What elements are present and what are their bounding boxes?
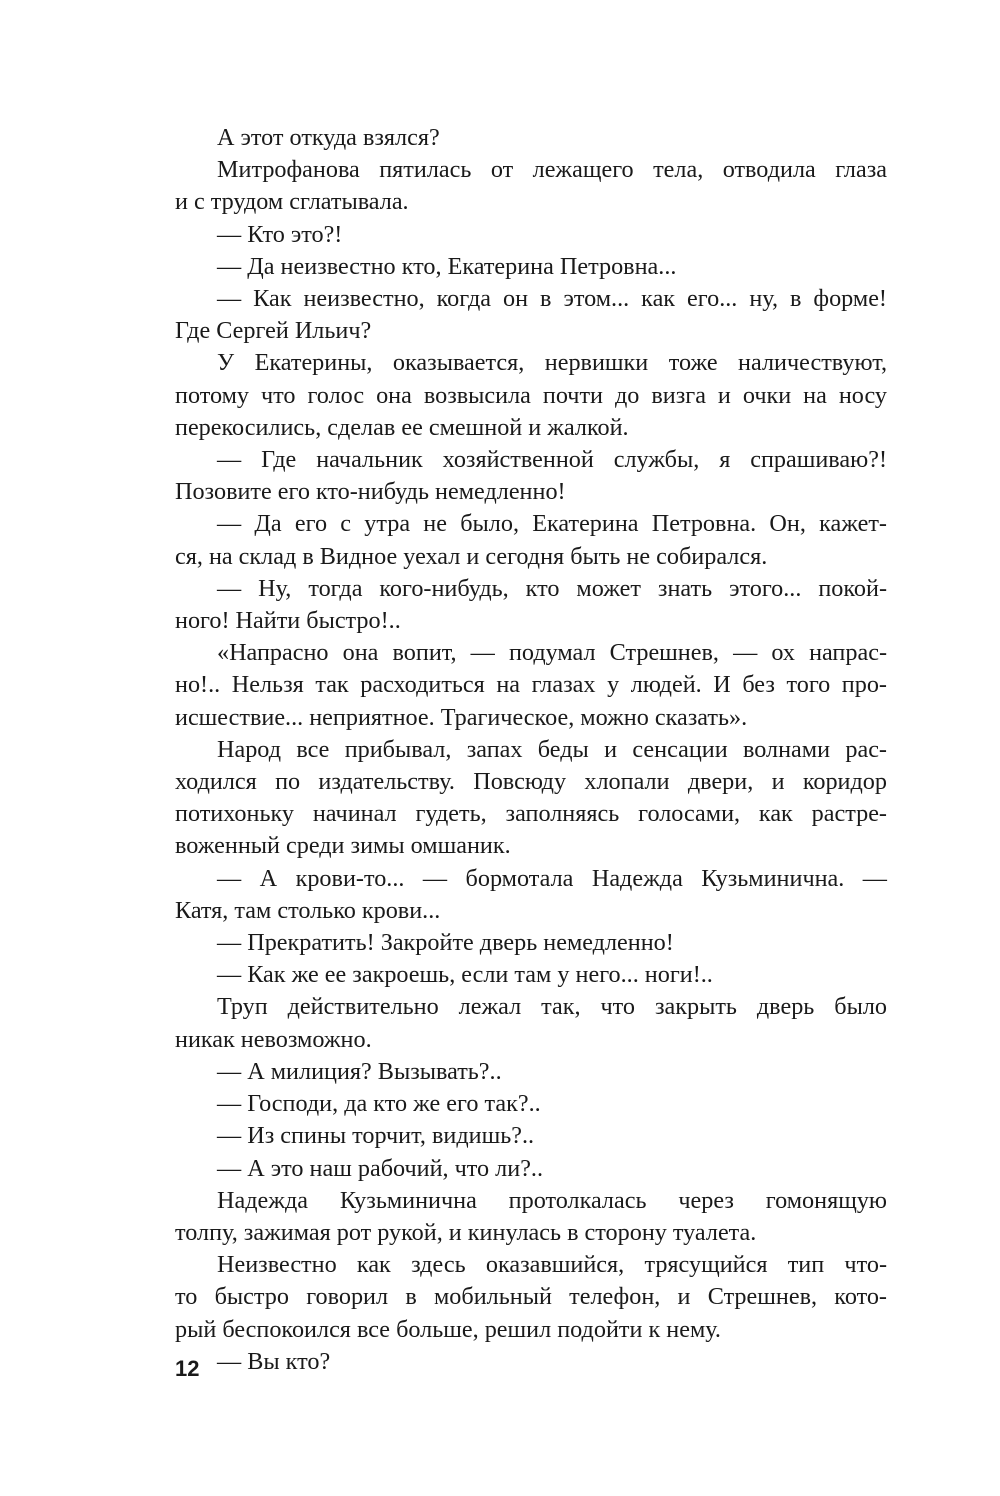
paragraph (175, 1120, 887, 1152)
page-number: 12 (175, 1356, 200, 1381)
text-line: ся, на склад в Видное уехал и сегодня быть не собирался. (175, 542, 768, 570)
text-line: У Екатерины, оказывается, нервишки тоже наличествуют, (217, 349, 887, 377)
text-line: никак невозможно. (175, 1025, 372, 1053)
text-line: — Господи, да кто же его так?.. (217, 1090, 541, 1118)
text-line: и с трудом сглатывала. (175, 188, 409, 216)
paragraph (175, 1056, 887, 1088)
text-line: Надежда Кузьминична протолкалась через гомонящую (217, 1186, 887, 1214)
text-line: «Напрасно она вопит, — подумал Стрешнев, — ох напрас- (217, 639, 887, 667)
text-line: — Да неизвестно кто, Екатерина Петровна... (217, 252, 677, 280)
paragraph (175, 122, 887, 154)
paragraph (175, 154, 887, 218)
paragraph (175, 283, 887, 347)
text-line: Где Сергей Ильич? (175, 317, 372, 345)
paragraph (175, 959, 887, 991)
paragraph (175, 508, 887, 572)
text-line: — Кто это?! (217, 220, 343, 248)
text-line: — А милиция? Вызывать?.. (217, 1057, 502, 1085)
text-line: Неизвестно как здесь оказавшийся, трясущийся тип что- (217, 1251, 887, 1279)
text-line: потихоньку начинал гудеть, заполняясь голосами, как растре- (175, 800, 887, 828)
text-line: А этот откуда взялся? (217, 124, 440, 151)
text-line: исшествие... неприятное. Трагическое, можно сказать». (175, 703, 748, 731)
text-line: Позовите его кто-нибудь немедленно! (175, 478, 566, 506)
text-line: Катя, там столько крови... (175, 896, 441, 924)
text-line: Народ все прибывал, запах беды и сенсации волнами рас- (217, 735, 887, 763)
text-line: — Прекратить! Закройте дверь немедленно! (217, 929, 674, 957)
text-line: но!.. Нельзя так расходиться на глазах у людей. И без того про- (175, 671, 887, 699)
text-line: — А это наш рабочий, что ли?.. (217, 1154, 544, 1182)
text-line: рый беспокоился все больше, решил подойти к нему. (175, 1315, 721, 1343)
paragraph (175, 637, 887, 734)
paragraph (175, 347, 887, 444)
paragraph (175, 444, 887, 508)
text-line: — Вы кто? (217, 1347, 331, 1375)
paragraph (175, 927, 887, 959)
paragraph (175, 734, 887, 863)
text-line: — Где начальник хозяйственной службы, я спрашиваю?! (217, 446, 887, 474)
text-line: ходился по издательству. Повсюду хлопали двери, и коридор (175, 768, 887, 796)
text-line: — Ну, тогда кого-нибудь, кто может знать этого... покой- (217, 574, 887, 602)
text-line: — Из спины торчит, видишь?.. (217, 1122, 535, 1150)
text-line: воженный среди зимы омшаник. (175, 832, 511, 860)
text-line: Митрофанова пятилась от лежащего тела, отводила глаза (217, 156, 887, 184)
text-line: — Как же ее закроешь, если там у него... ноги!.. (217, 961, 713, 989)
text-line: ного! Найти быстро!.. (175, 607, 401, 635)
text-line: перекосились, сделав ее смешной и жалкой. (175, 413, 629, 441)
paragraph (175, 1346, 887, 1378)
page-text (175, 122, 887, 1378)
paragraph (175, 219, 887, 251)
paragraph (175, 251, 887, 283)
paragraph (175, 1185, 887, 1249)
paragraph (175, 863, 887, 927)
text-line: потому что голос она возвысила почти до визга и очки на носу (175, 381, 887, 409)
paragraph (175, 991, 887, 1055)
text-line: — Как неизвестно, когда он в этом... как его... ну, в форме! (217, 285, 887, 313)
paragraph (175, 1088, 887, 1120)
text-line: — Да его с утра не было, Екатерина Петровна. Он, кажет- (217, 510, 887, 538)
paragraph (175, 573, 887, 637)
text-line: толпу, зажимая рот рукой, и кинулась в сторону туалета. (175, 1218, 757, 1246)
text-line: — А крови-то... — бормотала Надежда Кузьминична. — (217, 864, 887, 892)
paragraph (175, 1153, 887, 1185)
text-line: то быстро говорил в мобильный телефон, и Стрешнев, кото- (175, 1283, 887, 1311)
text-line: Труп действительно лежал так, что закрыть дверь было (217, 993, 887, 1021)
paragraph (175, 1249, 887, 1346)
